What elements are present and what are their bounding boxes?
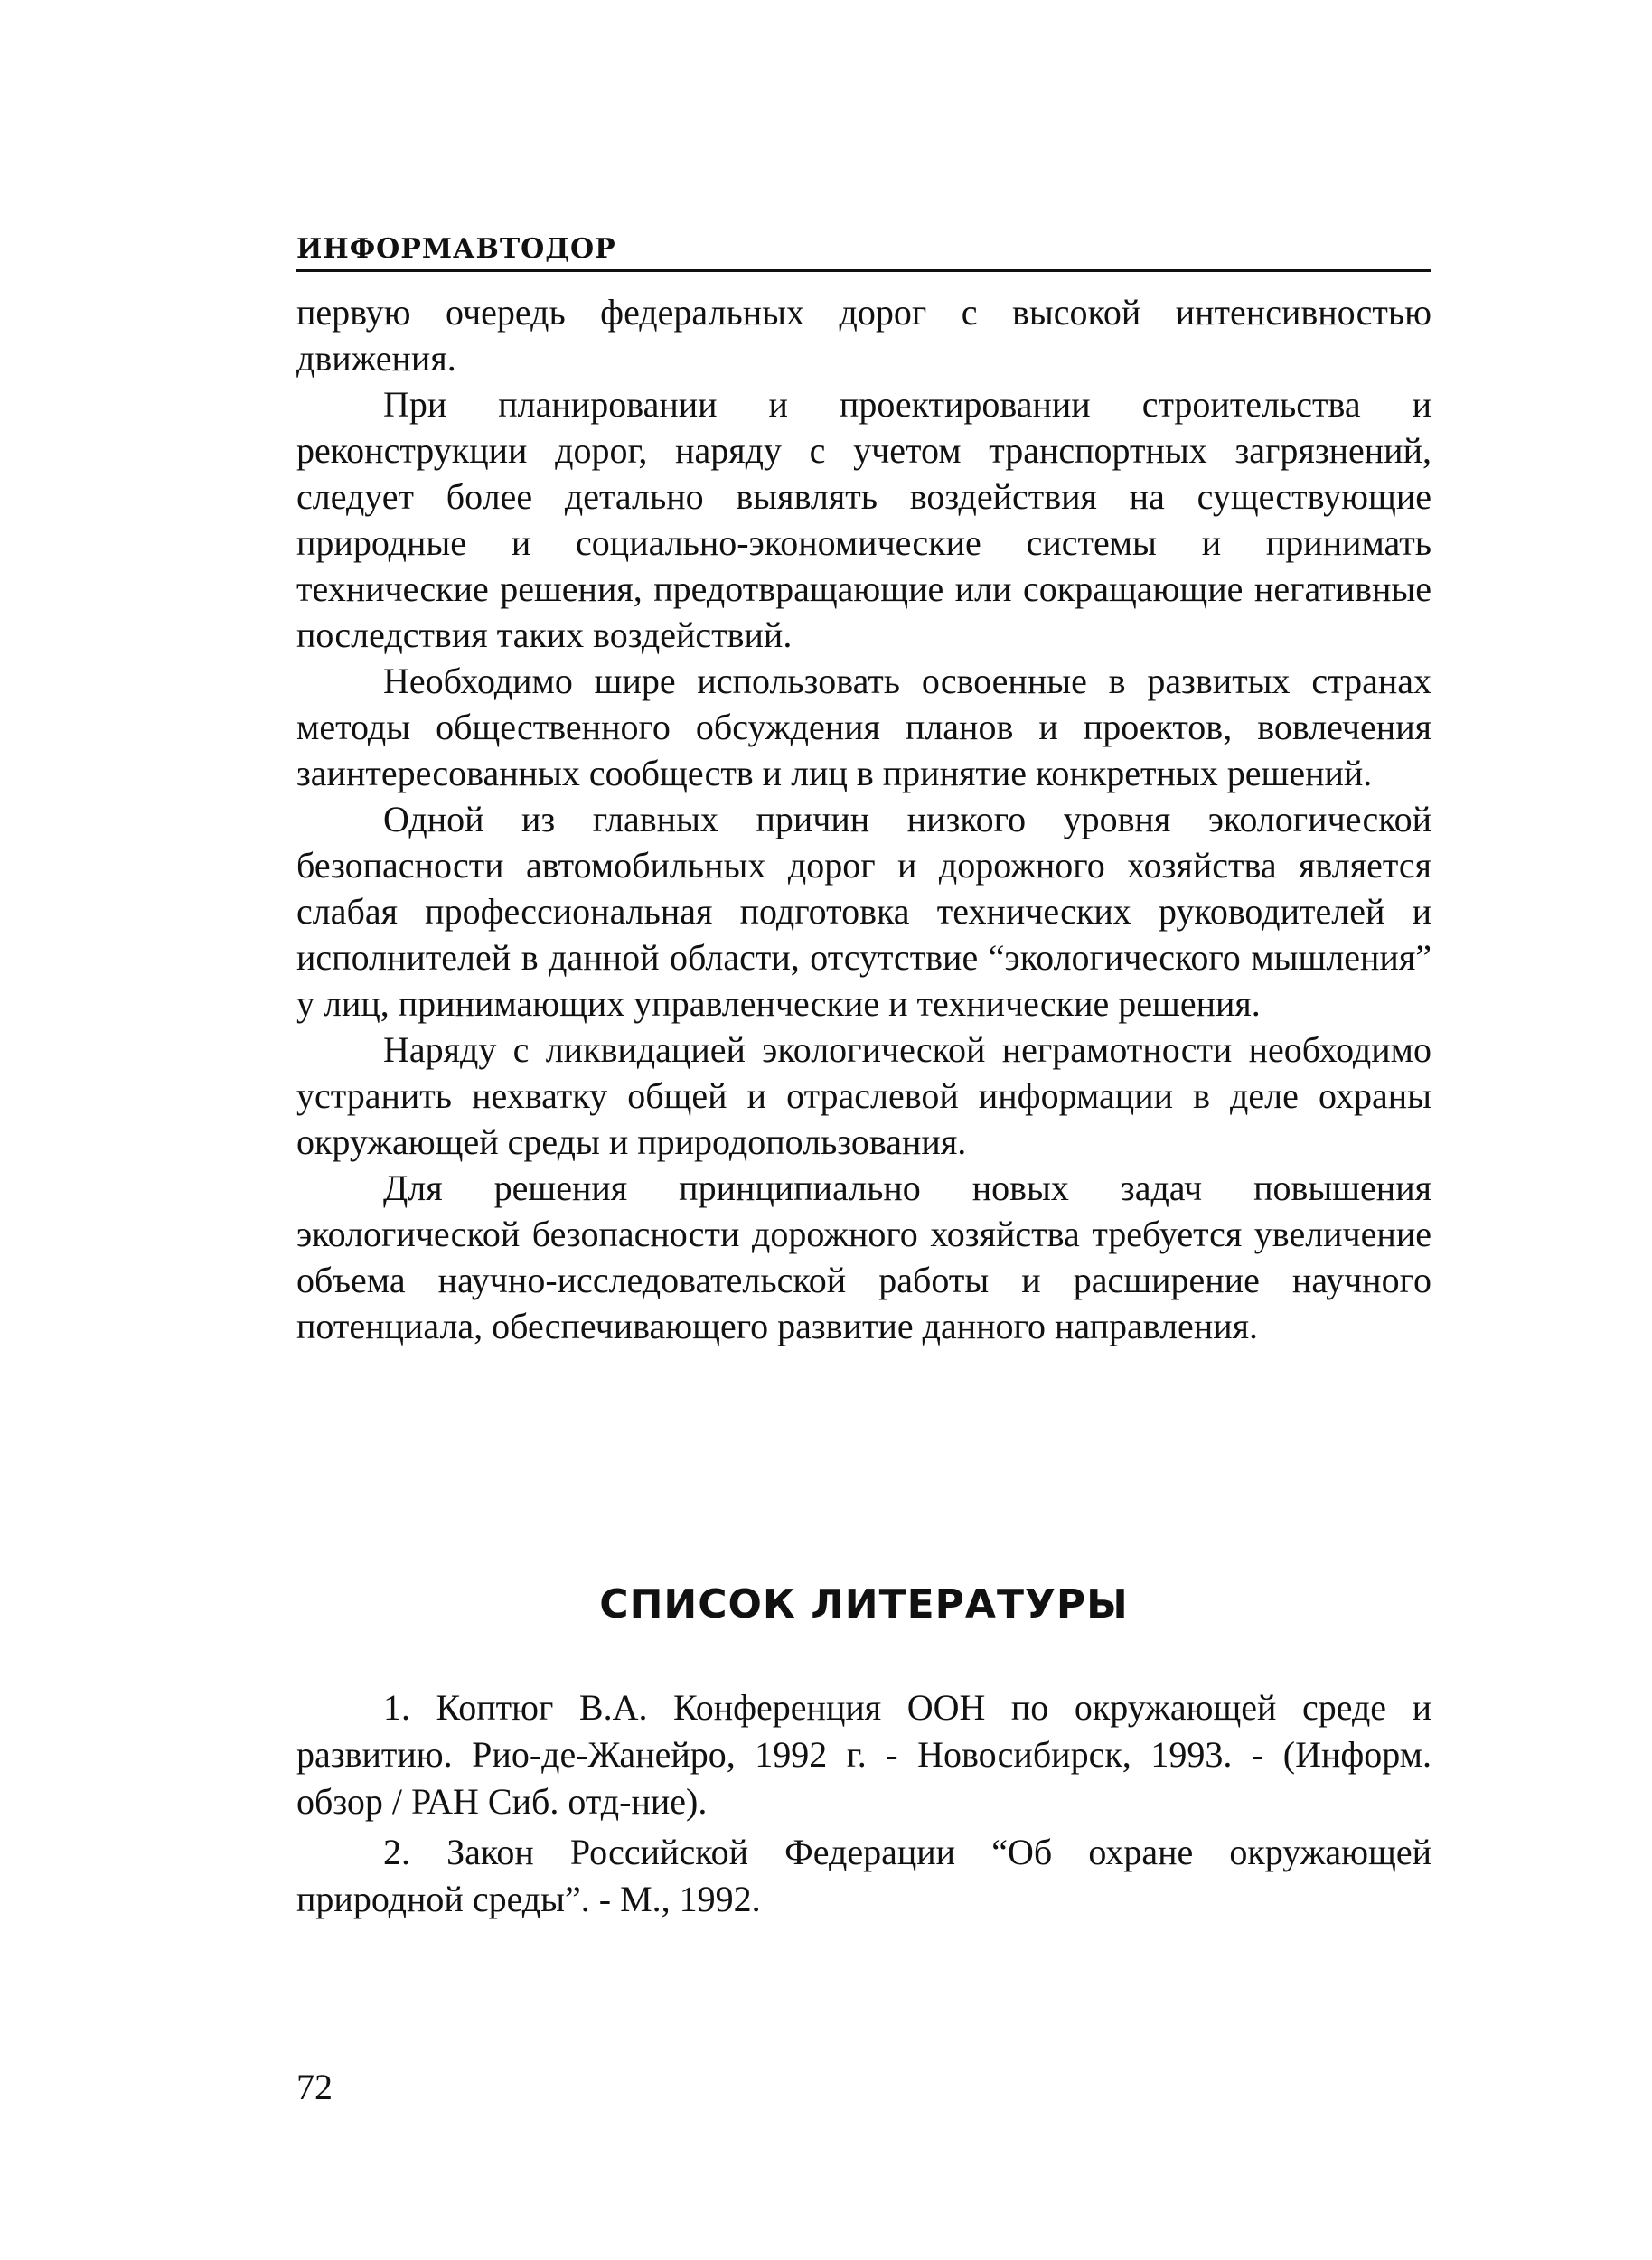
reference-item: 2. Закон Российской Федерации “Об охране окружающей природной среды”. - М., 1992. [296, 1832, 1431, 1919]
references-heading: СПИСОК ЛИТЕРАТУРЫ [599, 1581, 1129, 1627]
paragraph-continuation: первую очередь федеральных дорог с высокой интенсивностью движения. [296, 292, 1431, 379]
running-header [296, 233, 1431, 272]
reference-item: 1. Коптюг В.А. Конференция ООН по окружающей среде и развитию. Рио-де-Жанейро, 1992 г. - Новосибирск, 1993. - (Информ. обзор / РАН Сиб. отд-ние). [296, 1687, 1431, 1822]
page-number: 72 [296, 2067, 333, 2107]
paragraph: Для решения принципиально новых задач повышения экологической безопасности дорожного хозяйства требуется увеличение объема научно-исследовательской работы и расширение научного потенциала, обеспечивающего развитие данного направления. [296, 1168, 1431, 1346]
header-title: ИНФОРМАВТОДОР [296, 233, 616, 265]
paragraph: При планировании и проектировании строительства и реконструкции дорог, наряду с учетом транспортных загрязнений, следует более детально выявлять воздействия на существующие природные и социально-экономические системы и принимать технические решения, предотвращающие или сокращающие негативные последствия таких воздействий. [296, 384, 1431, 655]
paragraph: Одной из главных причин низкого уровня экологической безопасности автомобильных дорог и дорожного хозяйства является слабая профессиональная подготовка технических руководителей и исполнителей в данной области, отсутствие “экологического мышления” у лиц, принимающих управленческие и технические решения. [296, 799, 1431, 1024]
body-text [296, 289, 1431, 1349]
paragraph: Наряду с ликвидацией экологической неграмотности необходимо устранить нехватку общей и отраслевой информации в деле охраны окружающей среды и природопользования. [296, 1029, 1431, 1162]
paragraph: Необходимо шире использовать освоенные в развитых странах методы общественного обсуждения планов и проектов, вовлечения заинтересованных сообществ и лиц в принятие конкретных решений. [296, 661, 1431, 793]
header-rule [296, 269, 1431, 272]
references-list [296, 1684, 1431, 1927]
